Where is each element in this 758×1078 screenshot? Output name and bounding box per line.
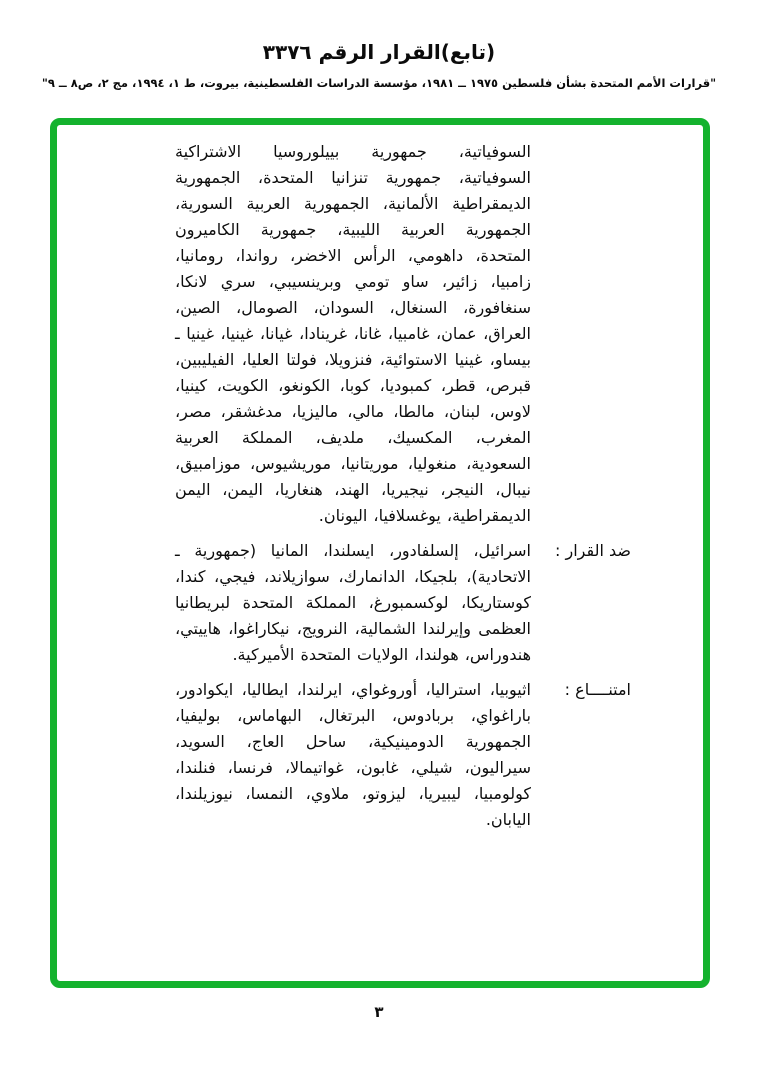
source-citation: "قرارات الأمم المتحدة بشأن فلسطين ١٩٧٥ ــ ١٩٨١، مؤسسة الدراسات الفلسطينية، بيروت، ط ١، ١٩٩٤، مج ٢، ص٨ ــ ٩" [41,76,717,90]
paragraph-text: اسرائيل، إلسلفادور، ايسلندا، المانيا (جمهورية ـ الاتحادية)، بلجيكا، الدانمارك، سوازيلاند، فيجي، كندا، كوستاريكا، لوكسمبورغ، المملكة المتحدة لبريطانيا العظمى وإيرلندا الشمالية، النرويج، نيكاراغوا، هاييتي، هندوراس، هولندا، الولايات المتحدة الأميركية. [175,541,531,664]
paragraph-label [531,139,631,529]
page-number: ٣ [374,1003,384,1021]
paragraph-votes-against [175,538,631,668]
paragraph-votes-for-continuation [175,139,631,529]
page-header [0,40,758,90]
paragraph-label: ضد القرار : [555,541,631,560]
paragraph-text: السوفياتية، جمهورية بييلوروسيا الاشتراكية السوفياتية، جمهورية تنزانيا المتحدة، الجمهورية الديمقراطية الألمانية، الجمهورية العربية السورية، الجمهورية العربية الليبية، جمهورية الكاميرون المتحدة، داهومي، الرأس الاخضر، رواندا، رومانيا، زامبيا، زائير، ساو تومي وبرينسيبي، سري لانكا، سنغافورة، السنغال، السودان، الصومال، الصين، العراق، عمان، غامبيا، غانا، غرينادا، غيانا، غينيا، غينيا ـ بيساو، غينيا الاستوائية، فنزويلا، فولتا العليا، الفيليبين، قبرص، قطر، كمبوديا، كوبا، الكونغو، الكويت، كينيا، لاوس، لبنان، مالطا، مالي، ماليزيا، مدغشقر، مصر، المغرب، المكسيك، ملديف، المملكة العربية السعودية، منغوليا، موريتانيا، موريشيوس، موزامبيق، نيبال، النيجر، نيجيريا، الهند، هنغاريا، اليمن، اليمن الديمقراطية، يوغسلافيا، اليونان. [175,142,531,525]
document-body [175,139,631,842]
paragraph-abstentions [175,677,631,833]
green-border-frame [50,118,710,988]
paragraph-text: اثيوبيا، استراليا، أوروغواي، ايرلندا، ايطاليا، ايكوادور، باراغواي، بربادوس، البرتغال، البهاماس، بوليفيا، الجمهورية الدومينيكية، ساحل العاج، السويد، سيراليون، شيلي، غابون، غواتيمالا، فرنسا، فنلندا، كولومبيا، ليبيريا، ليزوتو، ملاوي، النمسا، نيوزيلندا، اليابان. [175,680,531,829]
resolution-title: (تابع)القرار الرقم ٣٣٧٦ [262,40,496,64]
paragraph-label: امتنــــاع : [564,680,631,699]
